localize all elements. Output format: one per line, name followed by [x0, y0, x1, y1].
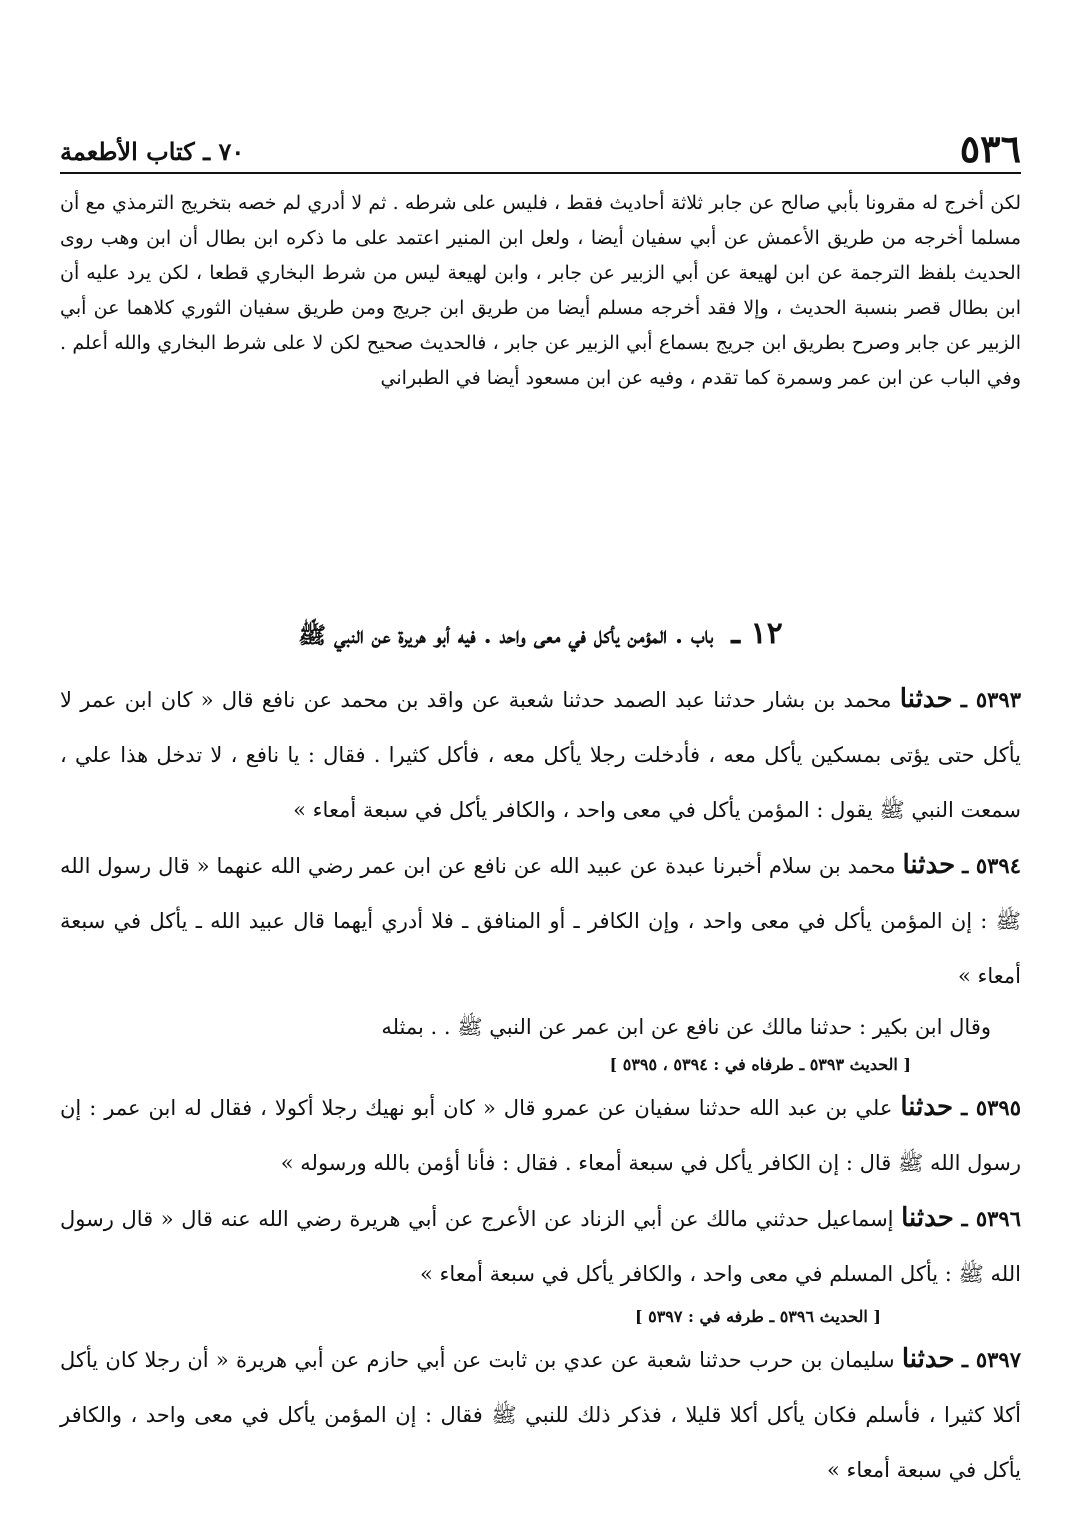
hadith-text: سليمان بن حرب حدثنا شعبة عن عدي بن ثابت عن أبي حازم عن أبي هريرة « أن رجلا كان يأكل أكلا كثيرا ، فأسلم فكان يأكل أكلا قليلا ، فذكر ذلك للنبي ﷺ فقال : إن المؤمن يأكل في معى واحد ، والكافر يأكل في سبعة أمعاء »: [60, 1348, 1021, 1482]
chapter-heading-title: باب . المؤمن يأكل في معى واحد . فيه أبو هريرة عن النبي ﷺ: [298, 622, 714, 649]
hadith-5393: [60, 672, 1021, 838]
narration-ibn-bukayr: وقال ابن بكير : حدثنا مالك عن نافع عن ابن عمر عن النبي ﷺ . . بمثله: [381, 1015, 991, 1039]
hadith-number: ٥٣٩٤ ـ: [962, 853, 1021, 878]
hadith-5396: [60, 1191, 1021, 1302]
hadith-5397: [60, 1332, 1021, 1498]
hadith-number: ٥٣٩٦ ـ: [961, 1206, 1021, 1231]
crossref-5393: [ الحديث ٥٣٩٣ ـ طرفاه في : ٥٣٩٤ ، ٥٣٩٥ ]: [609, 1055, 911, 1074]
hadith-number: ٥٣٩٧ ـ: [961, 1347, 1021, 1372]
page-number: ٥٣٦: [959, 126, 1021, 171]
haddathana-label: حدثنا: [899, 684, 953, 714]
hadith-list: [60, 672, 1021, 1498]
haddathana-label: حدثنا: [901, 1203, 954, 1233]
hadith-number: ٥٣٩٣ ـ: [960, 687, 1021, 712]
chapter-heading: [60, 616, 1021, 655]
commentary-paragraph: لكن أخرج له مقرونا بأبي صالح عن جابر ثلاثة أحاديث فقط ، فليس على شرطه . ثم لا أدري لم خصه بتخريج الترمذي مع أن مسلما أخرجه من طريق الأعمش عن أبي سفيان أيضا ، ولعل ابن المنير اعتمد على ما ذكره ابن بطال أن ابن وهب روى الحديث بلفظ الترجمة عن ابن لهيعة عن أبي الزبير عن جابر ، وابن لهيعة ليس من شرط البخاري قطعا ، لكن يرد عليه أن ابن بطال قصر بنسبة الحديث ، وإلا فقد أخرجه مسلم أيضا من طريق ابن جريج ومن طريق سفيان الثوري كلاهما عن أبي الزبير عن جابر وصرح بطريق ابن جريج بسماع أبي الزبير عن جابر ، فالحديث صحيح لكن لا على شرط البخاري والله أعلم . وفي الباب عن ابن عمر وسمرة كما تقدم ، وفيه عن ابن مسعود أيضا في الطبراني: [60, 192, 1021, 389]
hadith-text: إسماعيل حدثني مالك عن أبي الزناد عن الأعرج عن أبي هريرة رضي الله عنه قال « قال رسول الله ﷺ : يأكل المسلم في معى واحد ، والكافر يأكل في سبعة أمعاء »: [60, 1207, 1021, 1286]
hadith-number: ٥٣٩٥ ـ: [961, 1095, 1021, 1120]
hadith-5394: [60, 838, 1021, 1004]
hadith-text: محمد بن بشار حدثنا عبد الصمد حدثنا شعبة عن واقد بن محمد عن نافع قال « كان ابن عمر لا يأكل حتى يؤتى بمسكين يأكل معه ، فأدخلت رجلا يأكل معه ، فأكل كثيرا . فقال : يا نافع ، لا تدخل هذا علي ، سمعت النبي ﷺ يقول : المؤمن يأكل في معى واحد ، والكافر يأكل في سبعة أمعاء »: [60, 688, 1021, 822]
chapter-title: ٧٠ ـ كتاب الأطعمة: [60, 137, 245, 166]
book-page: [60, 120, 1021, 1493]
haddathana-label: حدثنا: [901, 1344, 955, 1374]
hadith-5395: [60, 1080, 1021, 1191]
haddathana-label: حدثنا: [902, 850, 956, 880]
crossref-5396: [ الحديث ٥٣٩٦ ـ طرفه في : ٥٣٩٧ ]: [634, 1307, 881, 1326]
haddathana-label: حدثنا: [900, 1092, 954, 1122]
commentary-section: [60, 186, 1021, 396]
chapter-number: ١٢ ـ: [731, 616, 783, 651]
hadith-text: محمد بن سلام أخبرنا عبدة عن عبيد الله عن نافع عن ابن عمر رضي الله عنهما « قال رسول الله ﷺ : إن المؤمن يأكل في معى واحد ، وإن الكافر ـ أو المنافق ـ فلا أدري أيهما قال عبيد الله ـ يأكل في سبعة أمعاء »: [60, 854, 1021, 988]
hadith-text: علي بن عبد الله حدثنا سفيان عن عمرو قال « كان أبو نهيك رجلا أكولا ، فقال له ابن عمر : إن رسول الله ﷺ قال : إن الكافر يأكل في سبعة أمعاء . فقال : فأنا أؤمن بالله ورسوله »: [60, 1096, 1021, 1175]
page-header: [60, 120, 1021, 174]
